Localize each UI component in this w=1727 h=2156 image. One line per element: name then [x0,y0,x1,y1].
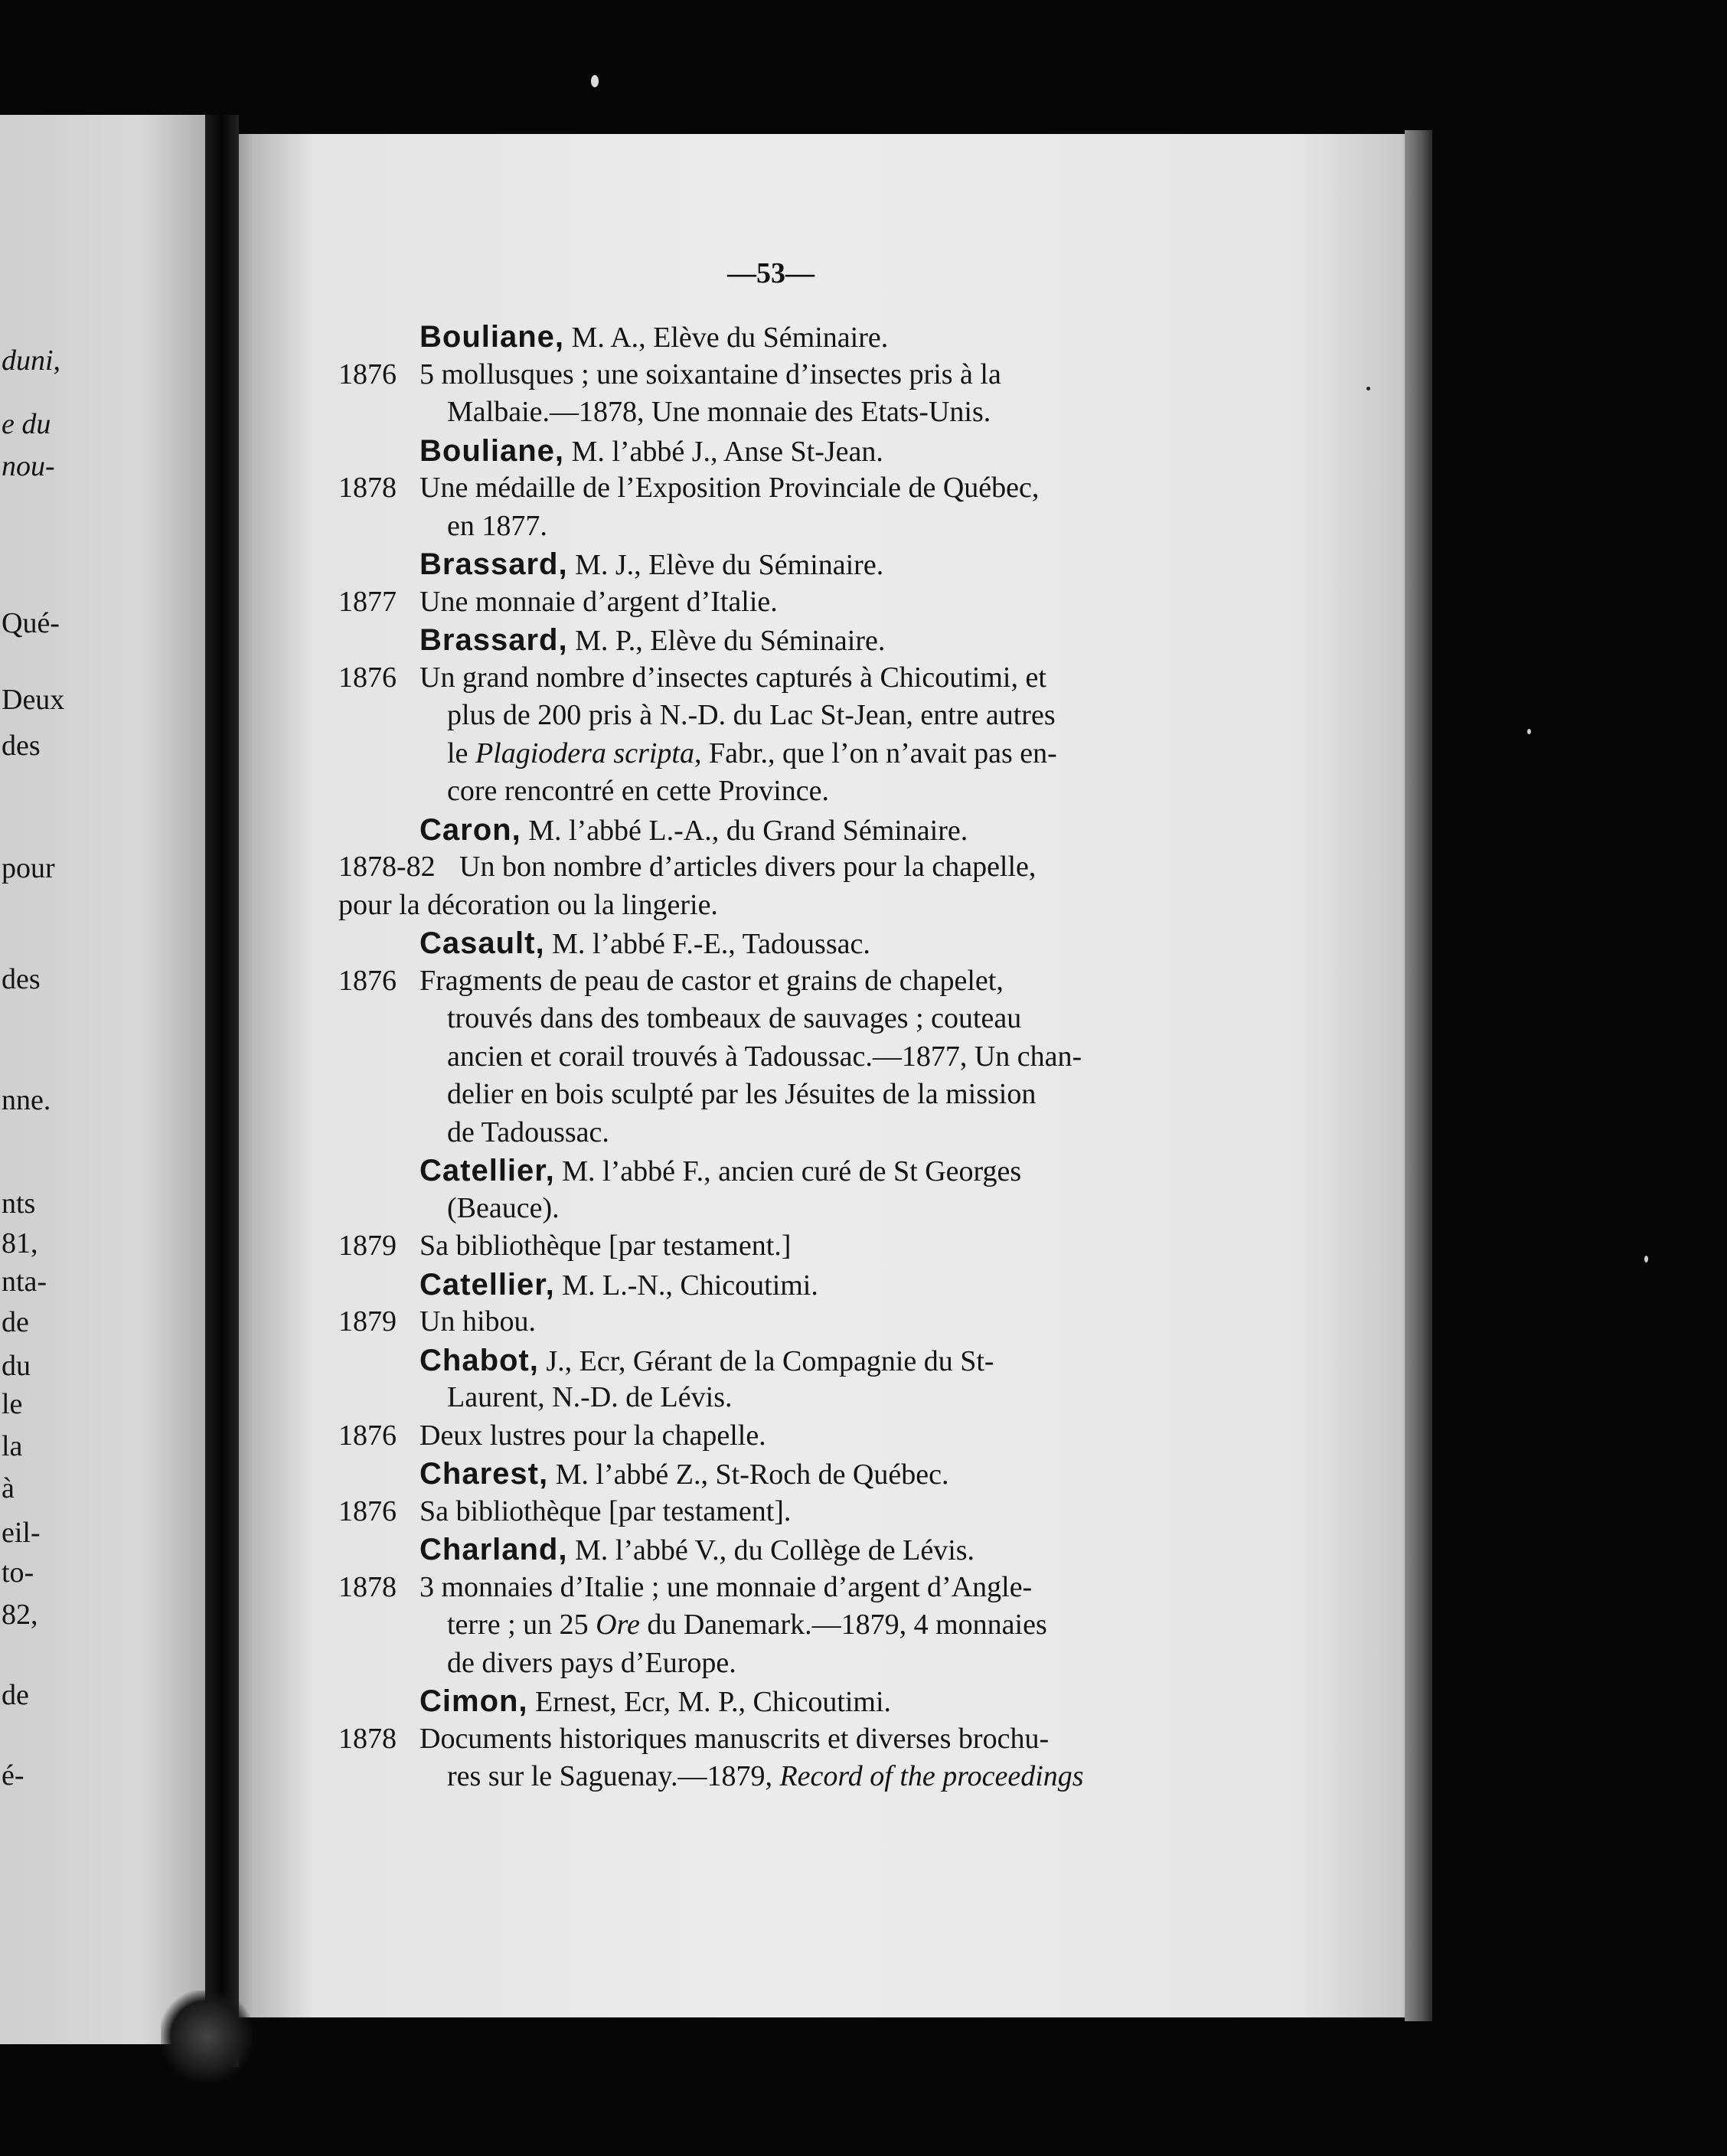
donation-text: Laurent, N.-D. de Lévis. [447,1381,733,1413]
donor-details: Ernest, Ecr, M. P., Chicoutimi. [527,1686,892,1718]
donation-text: Une médaille de l’Exposition Provinciale de Québec, [420,472,1040,504]
left-page-fragment: duni, [2,345,61,377]
ink-speck [1644,1256,1648,1263]
left-page-fragment: nts [2,1187,36,1220]
book-gutter [205,115,239,2067]
donor-heading [420,928,870,959]
donor-name: Bouliane, [420,320,565,354]
donor-heading [420,1345,994,1376]
donation-text [447,1610,1047,1639]
donation-text: Une monnaie d’argent d’Italie. [420,586,778,618]
left-page-fragment: é- [2,1759,24,1792]
text-segment: le [447,737,475,769]
donation-text: delier en bois sculpté par les Jésuites de la mission [447,1078,1037,1110]
left-page-fragment: du [2,1350,31,1382]
donor-details: M. J., Elève du Séminaire. [567,549,884,581]
left-page-fragment: Qué- [2,607,60,639]
left-page-fragment: à [2,1472,15,1504]
donation-text: (Beauce). [447,1192,560,1224]
donor-details: M. l’abbé F., ancien curé de St Georges [554,1155,1022,1187]
left-page-fragment: des [2,963,41,995]
donation-year: 1878 [338,1571,397,1603]
donation-text: trouvés dans des tombeaux de sauvages ; couteau [447,1002,1022,1034]
donor-heading [420,815,968,845]
donation-text [447,1762,1084,1791]
donor-name: Chabot, [420,1344,539,1377]
ink-speck [1366,387,1370,390]
donation-text: de Tadoussac. [447,1116,609,1148]
donation-year: 1876 [338,1419,397,1452]
donation-year: 1876 [338,662,397,694]
text-segment: res sur le Saguenay.—1879, [447,1760,780,1792]
binding-thread [161,1991,253,2082]
donor-heading [420,1269,818,1300]
left-page-fragment: eil- [2,1517,41,1549]
text-segment: , Fabr., que l’on n’avait pas en- [694,737,1057,769]
donation-text: plus de 200 pris à N.-D. du Lac St-Jean, entre autres [447,699,1056,731]
left-page-fragment: la [2,1430,23,1462]
donor-name: Brassard, [420,623,568,657]
donor-name: Brassard, [420,547,568,581]
left-page-fragment: pour [2,852,55,884]
donor-heading [420,1534,974,1565]
donation-text: ancien et corail trouvés à Tadoussac.—1877, Un chan- [447,1040,1082,1073]
donation-text: 3 monnaies d’Italie ; une monnaie d’argent d’Angle- [420,1571,1033,1603]
donor-heading [420,322,888,352]
donor-name: Catellier, [420,1268,555,1302]
donor-heading [420,1459,948,1489]
left-page-fragment: de [2,1306,29,1338]
donor-details: J., Ecr, Gérant de la Compagnie du St- [538,1345,994,1377]
italic-title: Ore [596,1609,640,1641]
left-page-fragment: e du [2,408,51,440]
donation-text: Un bon nombre d’articles divers pour la chapelle, [459,851,1037,883]
donation-text: de divers pays d’Europe. [447,1647,736,1679]
donation-text: pour la décoration ou la lingerie. [338,889,718,921]
left-page-fragment: de [2,1679,29,1711]
donor-details: M. l’abbé J., Anse St-Jean. [564,436,883,468]
donor-heading [420,625,885,655]
italic-title: Record of the proceedings [779,1760,1084,1792]
donation-text: Sa bibliothèque [par testament]. [420,1495,792,1527]
donor-details: M. A., Elève du Séminaire. [564,322,889,354]
donation-text: Fragments de peau de castor et grains de chapelet, [420,965,1004,997]
donor-name: Catellier, [420,1154,555,1187]
donor-heading [420,1155,1021,1186]
donation-year: 1876 [338,358,397,390]
donation-text: Un grand nombre d’insectes capturés à Chicoutimi, et [420,662,1046,694]
donation-year: 1877 [338,586,397,618]
left-page-fragment: nta- [2,1266,47,1298]
left-page-fragment: Deux [2,684,65,716]
page-edge [1405,130,1432,2021]
donor-details: M. l’abbé L.-A., du Grand Séminaire. [521,815,968,847]
left-page-fragment: des [2,730,41,762]
ink-speck [591,75,599,87]
left-page-fragment: le [2,1388,23,1420]
left-page-fragment: 82, [2,1599,38,1631]
page-number: —53— [727,257,815,289]
italic-title: Plagiodera scripta [475,737,694,769]
donor-heading [420,436,883,466]
donation-year: 1879 [338,1230,397,1262]
donor-name: Caron, [420,813,521,847]
donor-name: Cimon, [420,1684,528,1718]
left-page-fragment: nne. [2,1084,51,1116]
donor-name: Charest, [420,1457,549,1491]
donation-text: Malbaie.—1878, Une monnaie des Etats-Unis. [447,396,991,428]
donor-details: M. l’abbé V., du Collège de Lévis. [567,1534,975,1566]
text-segment: terre ; un 25 [447,1609,596,1641]
text-segment: du Danemark.—1879, 4 monnaies [639,1609,1047,1641]
donor-name: Casault, [420,926,545,960]
donation-text: core rencontré en cette Province. [447,775,830,807]
donor-details: M. L.-N., Chicoutimi. [554,1269,818,1302]
donor-heading [420,549,883,580]
donor-details: M. l’abbé Z., St-Roch de Québec. [548,1459,949,1491]
ink-speck [1527,729,1531,734]
donation-year: 1878 [338,1723,397,1755]
donation-text: Deux lustres pour la chapelle. [420,1419,766,1452]
left-page [0,115,237,2044]
donor-details: M. P., Elève du Séminaire. [567,625,886,657]
donation-text: en 1877. [447,510,547,542]
left-page-fragment: to- [2,1557,34,1589]
donor-name: Charland, [420,1533,568,1566]
donation-year: 1879 [338,1305,397,1338]
donor-name: Bouliane, [420,434,565,468]
left-page-fragment: 81, [2,1227,38,1259]
donation-year: 1878 [338,472,397,504]
donation-text: Documents historiques manuscrits et diverses brochu- [420,1723,1050,1755]
donation-text: Sa bibliothèque [par testament.] [420,1230,792,1262]
donor-details: M. l’abbé F.-E., Tadoussac. [544,928,870,960]
donation-text: Un hibou. [420,1305,536,1338]
donation-text [447,739,1057,768]
donation-year: 1878-82 [338,851,436,883]
left-page-fragment: nou- [2,450,55,482]
donation-year: 1876 [338,965,397,997]
donation-text: 5 mollusques ; une soixantaine d’insectes pris à la [420,358,1001,390]
donation-year: 1876 [338,1495,397,1527]
donor-heading [420,1686,891,1717]
